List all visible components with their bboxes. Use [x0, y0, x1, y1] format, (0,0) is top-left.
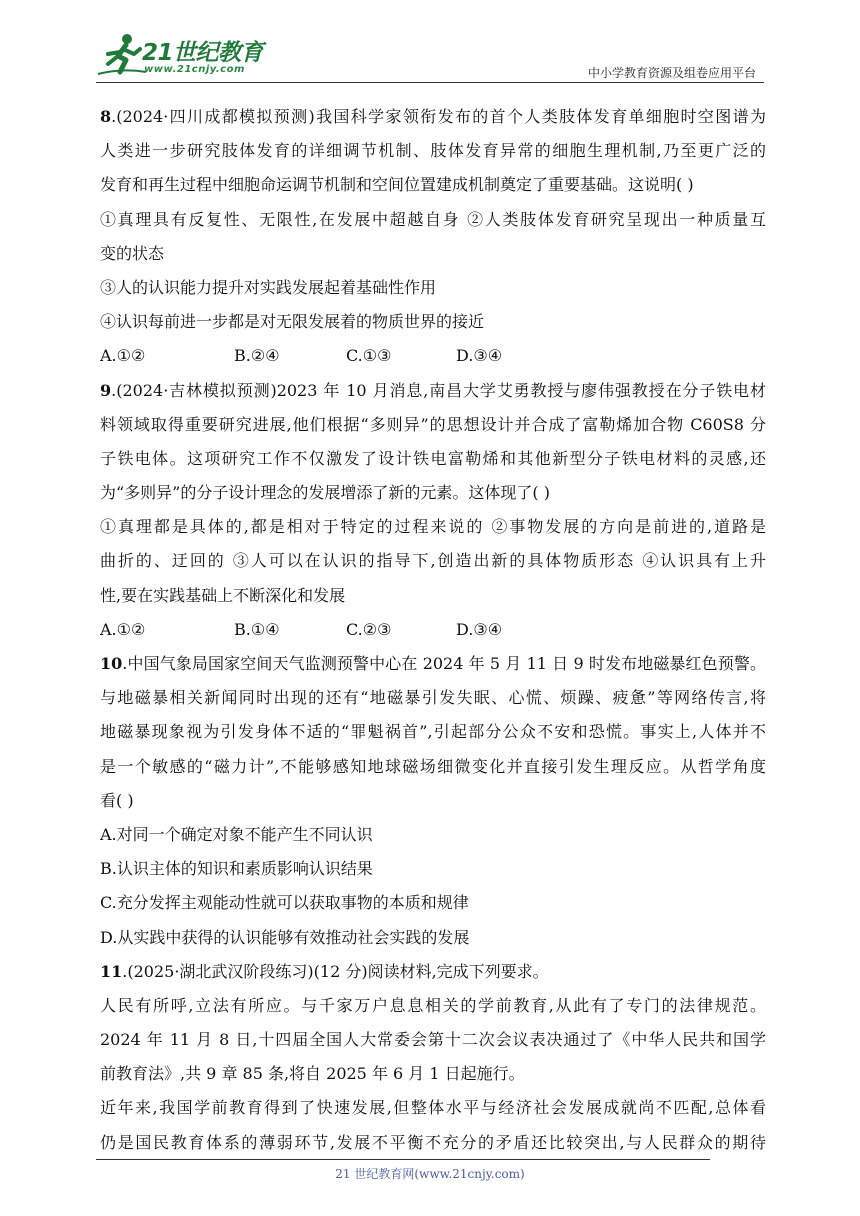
option-d[interactable]: D.从实践中获得的认识能够有效推动社会实践的发展 — [100, 927, 470, 947]
question-line: 地磁暴现象视为引发身体不适的“罪魁祸首”,引起部分公众不安和恐慌。事实上,人体并不 — [100, 722, 766, 742]
logo-url: www.21cnjy.com — [144, 64, 245, 75]
material-line: 人民有所呼,立法有所应。与千家万户息息相关的学前教育,从此有了专门的法律规范。 — [100, 995, 766, 1015]
question-line: 发育和再生过程中细胞命运调节机制和空间位置建成机制奠定了重要基础。这说明( ) — [100, 175, 694, 195]
question-number: 9 — [100, 380, 112, 400]
question-line: 子铁电体。这项研究工作不仅激发了设计铁电富勒烯和其他新型分子铁电材料的灵感,还 — [100, 448, 766, 468]
footer-link[interactable]: 21 世纪教育网(www.21cnjy.com) — [335, 1167, 525, 1181]
option-a[interactable]: A.①② — [100, 619, 146, 639]
choice-line: ④认识每前进一步都是对无限发展着的物质世界的接近 — [100, 312, 485, 332]
answer-options — [100, 613, 766, 647]
question-line: 看( ) — [100, 790, 134, 810]
question-number: 8 — [100, 107, 112, 126]
question-number: 11 — [100, 961, 123, 981]
question-line: 9.(2024·吉林模拟预测)2023 年 10 月消息,南昌大学艾勇教授与廖伟强教授在分子铁电材 — [100, 380, 766, 400]
option-c[interactable]: C.充分发挥主观能动性就可以获取事物的本质和规律 — [100, 893, 469, 913]
question-line: 与地磁暴相关新闻同时出现的还有“地磁暴引发失眠、心慌、烦躁、疲惫”等网络传言,将 — [100, 688, 766, 708]
question-line: 11.(2025·湖北武汉阶段练习)(12 分)阅读材料,完成下列要求。 — [100, 961, 549, 981]
material-line: 前教育法》,共 9 章 85 条,将自 2025 年 6 月 1 日起施行。 — [100, 1064, 525, 1084]
option-b[interactable]: B.①④ — [234, 619, 280, 639]
option-b[interactable]: B.②④ — [234, 346, 280, 366]
question-11 — [100, 955, 766, 1160]
runner-logo-icon — [96, 32, 148, 78]
question-line: 料领域取得重要研究进展,他们根据“多则异”的思想设计并合成了富勒烯加合物 C60S8 分 — [100, 414, 766, 434]
choice-line: ③人的认识能力提升对实践发展起着基础性作用 — [100, 277, 437, 297]
option-d[interactable]: D.③④ — [456, 619, 503, 639]
header-divider — [96, 82, 764, 83]
choice-line: 曲折的、迂回的 ③人可以在认识的指导下,创造出新的具体物质形态 ④认识具有上升 — [100, 551, 766, 571]
question-9 — [100, 374, 766, 648]
footer-divider — [96, 1159, 710, 1160]
question-line: 8.(2024·四川成都模拟预测)我国科学家领衔发布的首个人类肢体发育单细胞时空图谱为 — [100, 107, 766, 126]
site-logo[interactable] — [96, 32, 266, 78]
material-line: 2024 年 11 月 8 日,十四届全国人大常委会第十二次会议表决通过了《中华人民共和国学 — [100, 1030, 766, 1050]
question-line: 为“多则异”的分子设计理念的发展增添了新的元素。这体现了( ) — [100, 483, 550, 503]
option-a[interactable]: A.①② — [100, 346, 146, 366]
question-10 — [100, 647, 766, 955]
choice-line: 性,要在实践基础上不断深化和发展 — [100, 585, 346, 605]
option-c[interactable]: C.①③ — [346, 346, 392, 366]
answer-options — [100, 339, 766, 373]
question-line: 10.中国气象局国家空间天气监测预警中心在 2024 年 5 月 11 日 9 时发布地磁暴红色预警。 — [100, 654, 766, 673]
question-line: 人类进一步研究肢体发育的详细调节机制、肢体发育异常的细胞生理机制,乃至更广泛的 — [100, 141, 766, 161]
option-d[interactable]: D.③④ — [456, 346, 503, 366]
question-line: 是一个敏感的“磁力计”,不能够感知地球磁场细微变化并直接引发生理反应。从哲学角度 — [100, 756, 766, 776]
material-line: 仍是国民教育体系的薄弱环节,发展不平衡不充分的矛盾还比较突出,与人民群众的期待 — [100, 1132, 766, 1152]
question-number: 10 — [100, 654, 123, 673]
question-8 — [100, 100, 766, 374]
option-b[interactable]: B.认识主体的知识和素质影响认识结果 — [100, 859, 373, 879]
logo-wordmark: 21世纪教育 — [142, 40, 264, 66]
page-content — [100, 100, 766, 1160]
platform-label: 中小学教育资源及组卷应用平台 — [587, 66, 756, 80]
option-a[interactable]: A.对同一个确定对象不能产生不同认识 — [100, 824, 373, 844]
choice-line: 变的状态 — [100, 243, 165, 263]
material-line: 近年来,我国学前教育得到了快速发展,但整体水平与经济社会发展成就尚不匹配,总体看 — [100, 1098, 766, 1118]
choice-line: ①真理都是具体的,都是相对于特定的过程来说的 ②事物发展的方向是前进的,道路是 — [100, 517, 766, 537]
option-c[interactable]: C.②③ — [346, 619, 392, 639]
page-header — [96, 30, 764, 82]
choice-line: ①真理具有反复性、无限性,在发展中超越自身 ②人类肢体发育研究呈现出一种质量互 — [100, 209, 766, 229]
